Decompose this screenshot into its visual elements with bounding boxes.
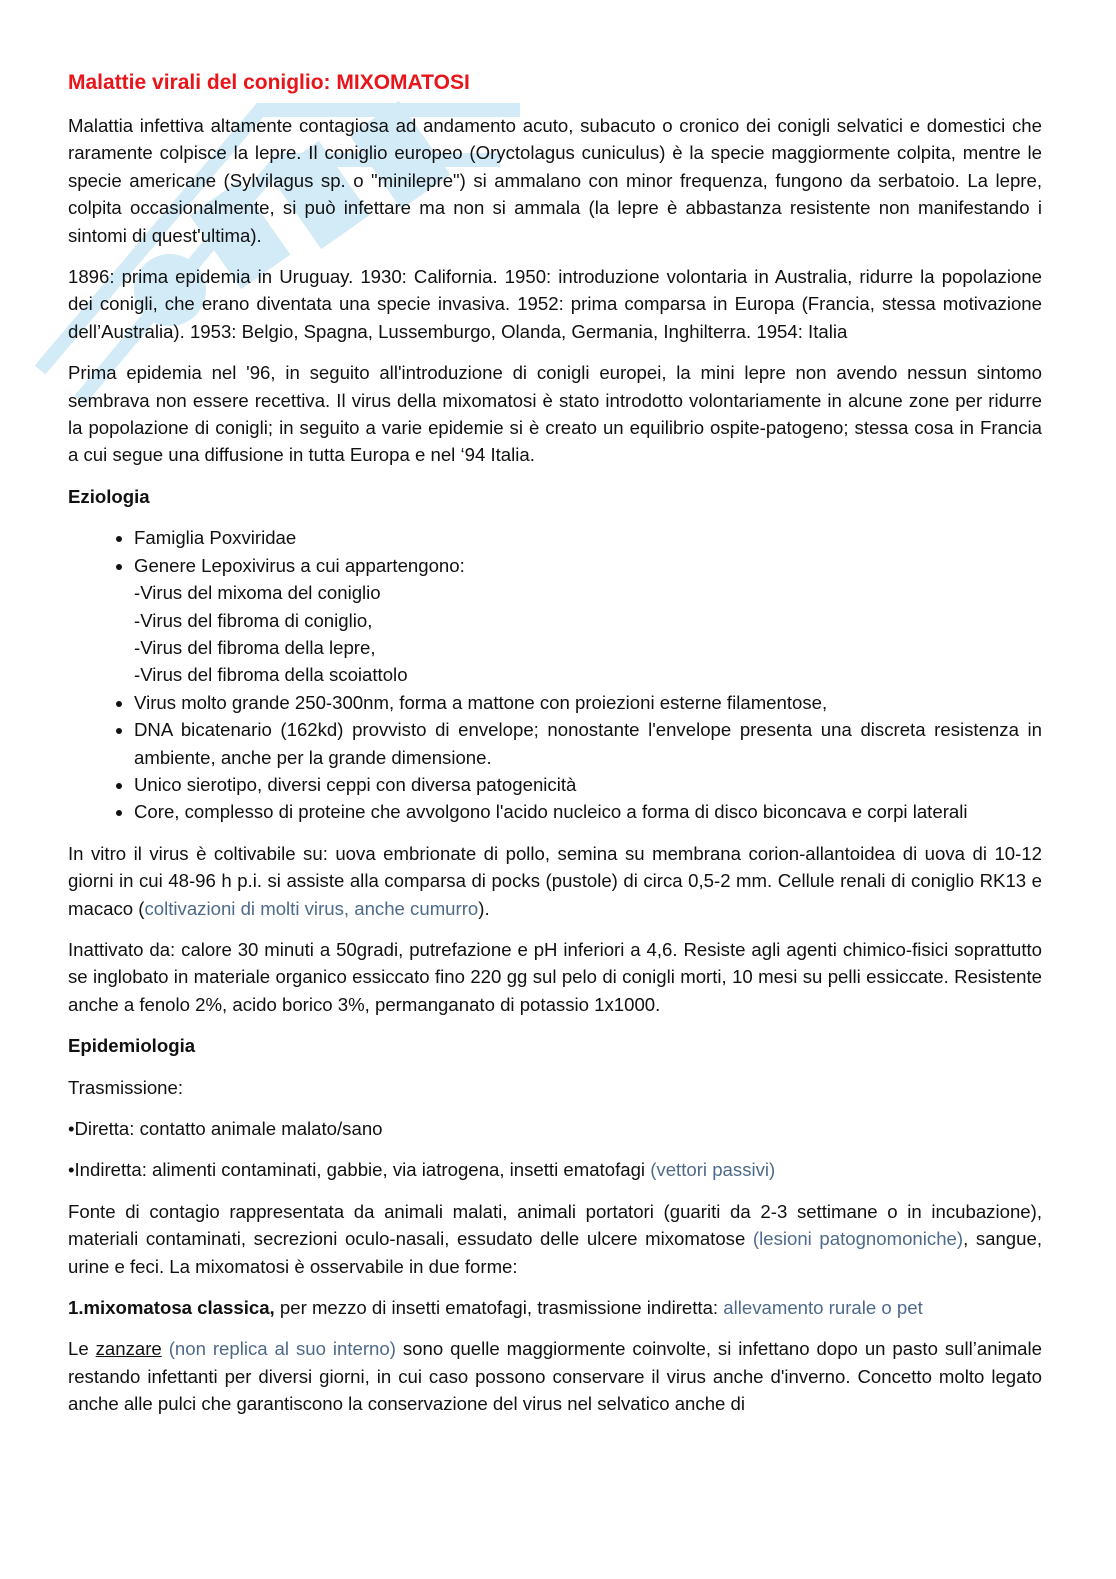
list-item [134,771,1042,798]
forma-classica-text: per mezzo di insetti ematofagi, trasmissione indiretta: [274,1297,724,1319]
trasmissione-indiretta [68,1156,1042,1183]
list-item [134,524,1042,551]
indiretta-note: (vettori passivi) [650,1159,776,1181]
zanzare-text: sono quelle maggiormente coinvolte, si infettano dopo un pasto sull’animale restando infettanti per diversi giorni, in cui caso possono conservare il virus anche d'inverno. Concetto molto legato anche alle pulci che garantiscono la conservazione del virus nel selvatico anche di [68,1338,1042,1415]
list-item [134,798,1042,825]
heading-epidemiologia: Epidemiologia [68,1035,196,1057]
invitro-tail: ). [478,897,490,919]
paragraph-invitro [68,840,1042,922]
list-subitem: -Virus del fibroma della lepre, [134,636,376,658]
fonte-text: Fonte di contagio rappresentata da animali malati, animali portatori (guariti da 2-3 settimane o in incubazione), materiali contaminati, secrezioni oculo-nasali, essudato delle ulcere mixomatose [68,1200,1042,1250]
invitro-note: coltivazioni di molti virus, anche cumurro [144,897,479,919]
paragraph-epidemic: Prima epidemia nel '96, in seguito all'introduzione di conigli europei, la mini lepre non avendo nessun sintomo sembrava non essere recettiva. Il virus della mixomatosi è stato introdotto volontariamente in alcune zone per ridurre la popolazione di conigli; in seguito a varie epidemie si è creato un equilibrio ospite-patogeno; stessa cosa in Francia a cui segue una diffusione in tutta Europa e nel ‘94 Italia. [68,362,1042,466]
indiretta-text: •Indiretta: alimenti contaminati, gabbie, via iatrogena, insetti ematofagi [68,1159,651,1181]
list-subitem: -Virus del fibroma di coniglio, [134,609,373,631]
list-item-text: Famiglia Poxviridae [134,527,297,549]
paragraph-zanzare [68,1335,1042,1417]
forma-classica-label: 1.mixomatosa classica, [68,1297,275,1319]
paragraph-intro: Malattia infettiva altamente contagiosa ad andamento acuto, subacuto o cronico dei conigli selvatici e domestici che raramente colpisce la lepre. Il coniglio europeo (Oryctolagus cuniculus) è la specie maggiormente colpita, mentre le specie americane (Sylvilagus sp. o "minilepre") si ammalano con minor frequenza, fungono da serbatoio. La lepre, colpita occasionalmente, si può infettare ma non si ammala (la lepre è abbastanza resistente non manifestando i sintomi di quest'ultima). [68,115,1042,246]
list-subitem: -Virus del fibroma della scoiattolo [134,664,408,686]
forma-classica [68,1294,1042,1321]
zanzare-lead: Le [68,1338,96,1360]
fonte-note: (lesioni patognomoniche) [752,1228,964,1250]
list-item-text: Virus molto grande 250-300nm, forma a mattone con proiezioni esterne filamentose, [134,691,828,713]
invitro-text: In vitro il virus è coltivabile su: uova embrionate di pollo, semina su membrana corion-allantoidea di uova di 10-12 giorni in cui 48-96 h p.i. si assiste alla comparsa di pocks (pustole) di circa 0,5-2 mm. Cellule renali di coniglio RK13 e macaco ( [68,842,1042,919]
list-subitem: -Virus del mixoma del coniglio [134,582,381,604]
page-title: Malattie virali del coniglio: MIXOMATOSI [68,71,470,94]
list-item [134,552,1042,689]
zanzare-note: (non replica al suo interno) [161,1338,396,1360]
list-item-text: Genere Lepoxivirus a cui appartengono: [134,554,465,576]
heading-eziologia: Eziologia [68,485,150,507]
forma-classica-note: allevamento rurale o pet [723,1297,923,1319]
trasmissione-label: Trasmissione: [68,1076,184,1098]
document-content [68,68,1042,1432]
fonte-tail: , sangue, urine e feci. La mixomatosi è osservabile in due forme: [68,1228,1042,1277]
paragraph-inattivato: Inattivato da: calore 30 minuti a 50gradi, putrefazione e pH inferiori a 4,6. Resiste agli agenti chimico-fisici soprattutto se inglobato in materiale organico essiccato fino 220 gg sul pelo di conigli morti, 10 mesi su pelli essiccate. Resistente anche a fenolo 2%, acido borico 3%, permanganato di potassio 1x1000. [68,938,1042,1015]
list-item-text: DNA bicatenario (162kd) provvisto di envelope; nonostante l'envelope presenta una discreta resistenza in ambiente, anche per la grande dimensione. [134,719,1042,768]
list-item [134,716,1042,771]
paragraph-history: 1896: prima epidemia in Uruguay. 1930: California. 1950: introduzione volontaria in Australia, ridurre la popolazione dei conigli, che erano diventata una specie invasiva. 1952: prima comparsa in Europa (Francia, stessa motivazione dell’Australia). 1953: Belgio, Spagna, Lussemburgo, Olanda, Germania, Inghilterra. 1954: Italia [68,266,1042,342]
list-item [134,689,1042,716]
trasmissione-diretta: •Diretta: contatto animale malato/sano [68,1118,383,1139]
list-item-text: Unico sierotipo, diversi ceppi con diversa patogenicità [134,773,577,795]
list-item-text: Core, complesso di proteine che avvolgono l'acido nucleico a forma di disco biconcava e corpi laterali [134,801,968,823]
zanzare-word: zanzare [95,1338,162,1360]
paragraph-fonte [68,1198,1042,1280]
eziologia-list [68,524,1042,825]
